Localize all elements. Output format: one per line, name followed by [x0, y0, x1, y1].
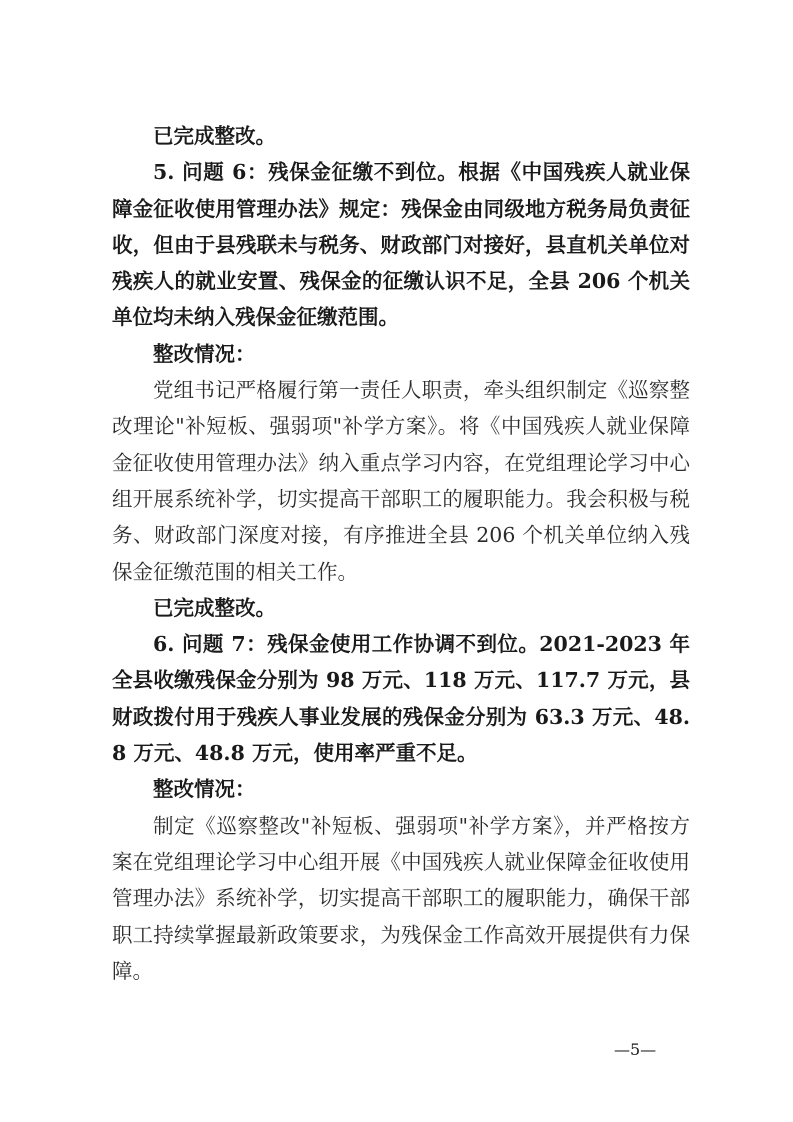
page-number: —5—	[614, 1040, 657, 1059]
document-body	[112, 118, 690, 989]
rectification-body-1: 党组书记严格履行第一责任人职责，牵头组织制定《巡察整改理论"补短板、强弱项"补学方案》。将《中国残疾人就业保障金征收使用管理办法》纳入重点学习内容，在党组理论学习中心组开展系统补学，切实提高干部职工的履职能力。我会积极与税务、财政部门深度对接，有序推进全县 206 个机关单位纳入残保金征缴范围的相关工作。	[112, 378, 690, 584]
issue-6-paragraph: 5. 问题 6：残保金征缴不到位。根据《中国残疾人就业保障金征收使用管理办法》规定：残保金由同级地方税务局负责征收，但由于县残联未与税务、财政部门对接好，县直机关单位对残疾人的就业安置、残保金的征缴认识不足，全县 206 个机关单位均未纳入残保金征缴范围。	[112, 160, 690, 330]
rectification-body-2: 制定《巡察整改"补短板、强弱项"补学方案》，并严格按方案在党组理论学习中心组开展《中国残疾人就业保障金征收使用管理办法》系统补学，切实提高干部职工的履职能力，确保干部职工持续掌握最新政策要求，为残保金工作高效开展提供有力保障。	[112, 813, 690, 983]
rectification-heading-2: 整改情况：	[153, 777, 256, 802]
rectification-heading-1: 整改情况：	[153, 341, 256, 366]
status-completed-2: 已完成整改。	[153, 595, 276, 620]
status-completed-1: 已完成整改。	[153, 124, 276, 148]
issue-7-paragraph: 6. 问题 7：残保金使用工作协调不到位。2021-2023 年全县收缴残保金分别为 98 万元、118 万元、117.7 万元，县财政拨付用于残疾人事业发展的残保金分别为 63.3 万元、48.8 万元、48.8 万元，使用率严重不足。	[112, 632, 690, 766]
